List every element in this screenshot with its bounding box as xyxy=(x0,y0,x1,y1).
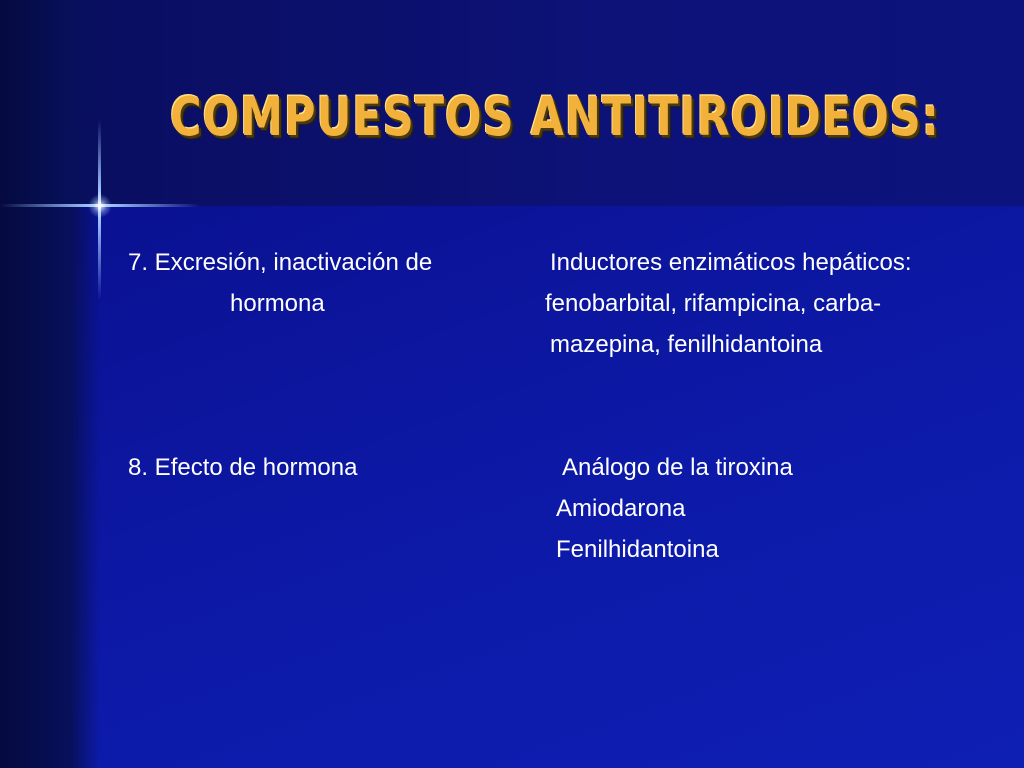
item-8-left-line-1: 8. Efecto de hormona xyxy=(128,454,358,481)
item-8-right-line-1: Análogo de la tiroxina xyxy=(562,454,793,481)
item-7-right-line-2: fenobarbital, rifampicina, carba- xyxy=(545,290,882,317)
slide-title: COMPUESTOS ANTITIROIDEOS: xyxy=(170,86,940,149)
item-7-left-line-2: hormona xyxy=(230,290,325,317)
item-7-left-line-1: 7. Excresión, inactivación de xyxy=(128,249,433,276)
item-8-right-line-2: Amiodarona xyxy=(556,495,686,522)
left-decorative-strip xyxy=(0,0,100,768)
item-7-right-line-3: mazepina, fenilhidantoina xyxy=(550,331,823,358)
sparkle-star-icon xyxy=(88,194,112,218)
item-7-right-line-1: Inductores enzimáticos hepáticos: xyxy=(550,249,912,276)
item-8-right-line-3: Fenilhidantoina xyxy=(556,536,719,563)
